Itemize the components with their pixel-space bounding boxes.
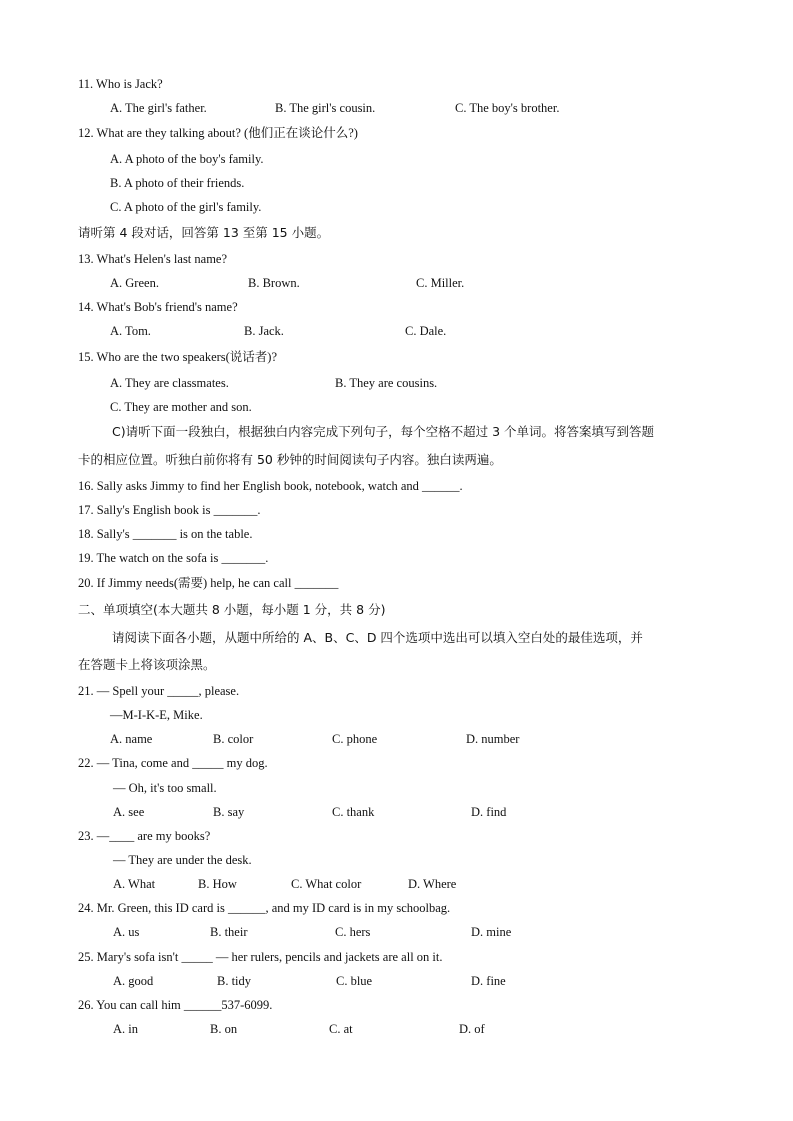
- q15-option-a: A. They are classmates.: [110, 376, 229, 390]
- q23-option-a: A. What: [113, 877, 156, 891]
- q15-stem: 15. Who are the two speakers(说话者)?: [78, 350, 278, 364]
- q21-option-b: B. color: [213, 732, 254, 746]
- q26-option-b: B. on: [210, 1022, 238, 1036]
- q25-option-a: A. good: [113, 974, 154, 988]
- q13-option-b: B. Brown.: [248, 276, 300, 290]
- q22-option-c: C. thank: [332, 805, 375, 819]
- q23-stem: 23. —____ are my books?: [78, 829, 211, 843]
- q15-option-c: C. They are mother and son.: [110, 400, 252, 414]
- q23-option-d: D. Where: [408, 877, 457, 891]
- q24-option-c: C. hers: [335, 925, 371, 939]
- q12-option-a: A. A photo of the boy's family.: [110, 152, 264, 166]
- q26-option-c: C. at: [329, 1022, 353, 1036]
- part2-instruction-line2: 在答题卡上将该项涂黑。: [78, 657, 216, 672]
- part-c-instruction-line2: 卡的相应位置。听独白前你将有 50 秒钟的时间阅读句子内容。独白读两遍。: [78, 452, 502, 467]
- q11-option-b: B. The girl's cousin.: [275, 101, 376, 115]
- q13-option-c: C. Miller.: [416, 276, 465, 290]
- q25-option-d: D. fine: [471, 974, 506, 988]
- q26-option-d: D. of: [459, 1022, 485, 1036]
- q24-option-b: B. their: [210, 925, 248, 939]
- q21-reply: —M-I-K-E, Mike.: [110, 708, 203, 722]
- q22-option-d: D. find: [471, 805, 507, 819]
- q22-reply: — Oh, it's too small.: [113, 781, 217, 795]
- q26-option-a: A. in: [113, 1022, 138, 1036]
- part2-title: 二、单项填空(本大题共 8 小题，每小题 1 分，共 8 分): [78, 602, 386, 617]
- q13-stem: 13. What's Helen's last name?: [78, 252, 228, 266]
- q23-option-c: C. What color: [291, 877, 362, 891]
- part2-instruction-line1: 请阅读下面各小题，从题中所给的 A、B、C、D 四个选项中选出可以填入空白处的最佳选项，并: [112, 630, 643, 645]
- q25-option-b: B. tidy: [217, 974, 252, 988]
- q11-stem: 11. Who is Jack?: [78, 77, 163, 91]
- q16-sentence: 16. Sally asks Jimmy to find her English book, notebook, watch and ______.: [78, 479, 463, 493]
- q12-stem: 12. What are they talking about? (他们正在谈论什么?): [78, 126, 358, 140]
- part-c-instruction-line1: C)请听下面一段独白，根据独白内容完成下列句子，每个空格不超过 3 个单词。将答案填写到答题: [112, 424, 655, 439]
- q25-stem: 25. Mary's sofa isn't _____ — her rulers, pencils and jackets are all on it.: [78, 950, 443, 964]
- q23-reply: — They are under the desk.: [113, 853, 252, 867]
- q22-stem: 22. — Tina, come and _____ my dog.: [78, 756, 268, 770]
- q22-option-b: B. say: [213, 805, 245, 819]
- q18-sentence: 18. Sally's _______ is on the table.: [78, 527, 253, 541]
- q12-option-c: C. A photo of the girl's family.: [110, 200, 262, 214]
- q14-stem: 14. What's Bob's friend's name?: [78, 300, 238, 314]
- q22-option-a: A. see: [113, 805, 145, 819]
- q24-stem: 24. Mr. Green, this ID card is ______, and my ID card is in my schoolbag.: [78, 901, 451, 915]
- section-4-instruction: 请听第 4 段对话，回答第 13 至第 15 小题。: [78, 225, 330, 240]
- q26-stem: 26. You can call him ______537-6099.: [78, 998, 273, 1012]
- q13-option-a: A. Green.: [110, 276, 159, 290]
- q21-option-c: C. phone: [332, 732, 378, 746]
- q23-option-b: B. How: [198, 877, 237, 891]
- q15-option-b: B. They are cousins.: [335, 376, 438, 390]
- q21-option-a: A. name: [110, 732, 153, 746]
- q11-option-a: A. The girl's father.: [110, 101, 207, 115]
- q11-option-c: C. The boy's brother.: [455, 101, 560, 115]
- q25-option-c: C. blue: [336, 974, 373, 988]
- q14-option-c: C. Dale.: [405, 324, 447, 338]
- q21-stem: 21. — Spell your _____, please.: [78, 684, 240, 698]
- q19-sentence: 19. The watch on the sofa is _______.: [78, 551, 269, 565]
- q12-option-b: B. A photo of their friends.: [110, 176, 245, 190]
- q17-sentence: 17. Sally's English book is _______.: [78, 503, 261, 517]
- q24-option-a: A. us: [113, 925, 140, 939]
- q14-option-a: A. Tom.: [110, 324, 151, 338]
- q24-option-d: D. mine: [471, 925, 512, 939]
- q14-option-b: B. Jack.: [244, 324, 284, 338]
- q20-sentence: 20. If Jimmy needs(需要) help, he can call _______: [78, 576, 339, 590]
- q21-option-d: D. number: [466, 732, 520, 746]
